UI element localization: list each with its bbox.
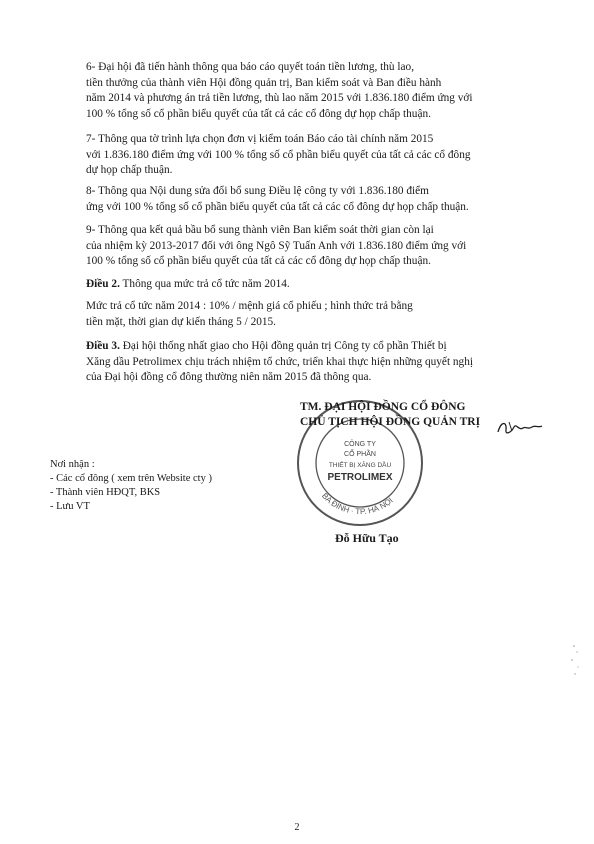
stamp-ring-text: BA ĐÌNH · TP. HÀ NỘI	[320, 491, 395, 517]
resolution-item-6	[50, 60, 512, 122]
stamp-line-4: PETROLIMEX	[327, 472, 393, 483]
text-line: với 1.836.180 điểm ứng với 100 % tổng số cổ phần biểu quyết của tất cả các cổ đông	[86, 148, 471, 161]
resolution-item-9	[50, 223, 512, 270]
dividend-paragraph	[50, 299, 512, 330]
stamp-line-3: THIẾT BỊ XĂNG DẦU	[328, 462, 392, 469]
text-line: 6- Đại hội đã tiến hành thông qua báo cáo quyết toán tiền lương, thù lao,	[86, 61, 415, 73]
text-line: của Đại hội đồng cổ đông thường niên năm 2015 đã thông qua.	[86, 371, 372, 384]
text-line: 7- Thông qua tờ trình lựa chọn đơn vị kiểm toán Báo cáo tài chính năm 2015	[86, 133, 434, 145]
text-line: 100 % tổng số cổ phần biểu quyết của tất cả các cổ đông dự họp chấp thuận.	[86, 107, 431, 120]
article-3-label: Điều 3.	[86, 340, 120, 352]
resolution-item-7	[50, 132, 512, 179]
text-line: Điều 3. Đại hội thống nhất giao cho Hội đồng quản trị Công ty cổ phần Thiết bị	[86, 340, 447, 352]
text-line: ứng với 100 % tổng số cổ phần biểu quyết của tất cả các cổ đông dự họp chấp thuận.	[86, 200, 469, 213]
recipients-heading: Nơi nhận :	[50, 459, 95, 470]
recipient-item: - Các cổ đông ( xem trên Website cty )	[50, 473, 212, 484]
scan-marks	[560, 640, 590, 690]
recipient-item: - Thành viên HĐQT, BKS	[50, 487, 161, 498]
text-line: Xăng dầu Petrolimex chịu trách nhiệm tổ chức, triển khai thực hiện những quyết nghị	[86, 355, 473, 368]
recipients-block	[50, 458, 212, 514]
text-line: dự họp chấp thuận.	[86, 164, 173, 177]
page-number: 2	[294, 822, 300, 833]
article-3	[50, 339, 512, 386]
text-line: năm 2014 và phương án trả tiền lương, thù lao năm 2015 với 1.836.180 điểm ứng với	[86, 92, 473, 105]
signature-title-line-1: TM. ĐẠI HỘI ĐỒNG CỔ ĐÔNG	[300, 401, 466, 413]
text-line: tiền mặt, thời gian dự kiến tháng 5 / 2015.	[86, 315, 276, 328]
text-line: tiền thưởng của thành viên Hội đồng quản trị, Ban kiểm soát và Ban điều hành	[86, 76, 442, 89]
text-line: 8- Thông qua Nội dung sửa đổi bổ sung Điều lệ công ty với 1.836.180 điểm	[86, 185, 429, 197]
signature-title-line-2: CHỦ TỊCH HỘI ĐỒNG QUẢN TRỊ	[300, 416, 481, 428]
signer-name: Đỗ Hữu Tạo	[335, 531, 399, 545]
stamp-line-2: CỔ PHẦN	[344, 451, 376, 458]
article-2	[50, 277, 512, 293]
text-line: 9- Thông qua kết quả bầu bổ sung thành viên Ban kiểm soát thời gian còn lại	[86, 224, 434, 236]
article-2-label: Điều 2.	[86, 278, 120, 290]
text-line: 100 % tổng số cổ phần biểu quyết của tất cả các cổ đông dự họp chấp thuận.	[86, 255, 431, 268]
text-line: Mức trả cổ tức năm 2014 : 10% / mệnh giá cổ phiếu ; hình thức trả bằng	[86, 300, 413, 312]
handwritten-signature	[495, 418, 545, 438]
stamp-line-1: CÔNG TY	[344, 441, 376, 448]
article-2-text: Thông qua mức trả cổ tức năm 2014.	[119, 278, 290, 290]
text-line: của nhiệm kỳ 2013-2017 đối với ông Ngô Sỹ Tuấn Anh với 1.836.180 điểm ứng với	[86, 239, 467, 252]
recipient-item: - Lưu VT	[50, 501, 90, 512]
resolution-item-8	[50, 184, 512, 215]
